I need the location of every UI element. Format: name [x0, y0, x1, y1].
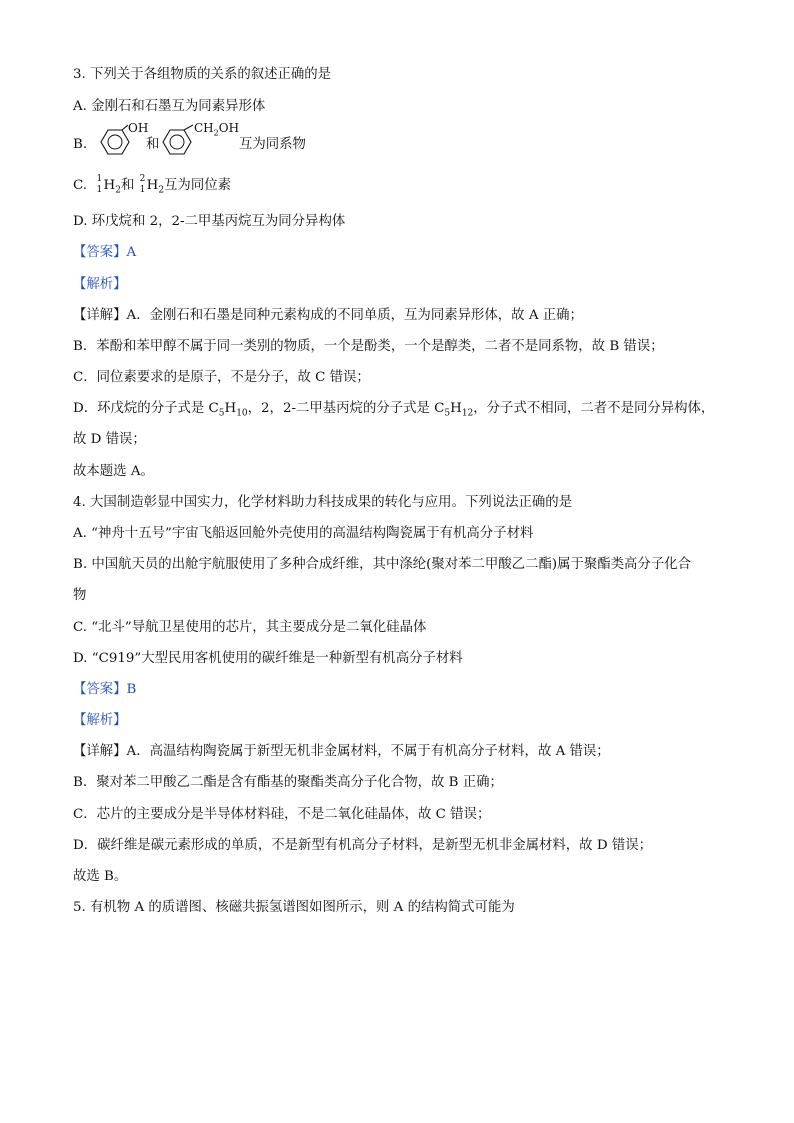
q4-analysis-heading: 【解析】: [73, 713, 127, 728]
q4-option-c: C. “北斗”导航卫星使用的芯片，其主要成分是二氧化硅晶体: [73, 620, 427, 635]
q4-answer: 【答案】B: [73, 682, 137, 697]
q4-detail-d: D．碳纤维是碳元素形成的单质，不是新型有机高分子材料，是新型无机非金属材料，故 D 错误；: [73, 838, 652, 853]
phenol-oh-label: OH: [128, 121, 149, 135]
q4-stem: 4. 大国制造彰显中国实力，化学材料助力科技成果的转化与应用。下列说法正确的是: [73, 495, 573, 510]
q3-conclusion: 故本题选 A。: [73, 464, 154, 479]
q3-detail-d-cont: 故 D 错误；: [73, 432, 146, 447]
q3-option-c: C. 1 1 $H_2$和 2 1 $H_2$互为同位素: [73, 174, 231, 196]
q3-answer: 【答案】A: [73, 245, 137, 260]
q3-detail-d: D．环戊烷的分子式是 $C_5H_{10}$，2，2-二甲基丙烷的分子式是 $C_5H_{12}$，分子式不相同，二者不是同分异构体，: [73, 401, 715, 419]
q5-stem: 5. 有机物 A 的质谱图、核磁共振氢谱图如图所示，则 A 的结构简式可能为: [73, 900, 515, 915]
q4-option-d: D. “C919”大型民用客机使用的碳纤维是一种新型有机高分子材料: [73, 651, 463, 666]
q4-detail-a: 【详解】A．高温结构陶瓷属于新型无机非金属材料，不属于有机高分子材料，故 A 错误；: [73, 744, 610, 759]
q4-detail-c: C．芯片的主要成分是半导体材料硅，不是二氧化硅晶体，故 C 错误；: [73, 807, 491, 822]
q4-option-a: A. “神舟十五号”宇宙飞船返回舱外壳使用的高温结构陶瓷属于有机高分子材料: [73, 526, 534, 541]
q3-detail-a: 【详解】A．金刚石和石墨是同种元素构成的不同单质，互为同素异形体，故 A 正确；: [73, 308, 583, 323]
q4-option-b-cont: 物: [73, 588, 87, 603]
q3-detail-c: C．同位素要求的是原子，不是分子，故 C 错误；: [73, 370, 370, 385]
q3-stem: 3. 下列关于各组物质的关系的叙述正确的是: [73, 67, 332, 82]
q3-option-a: A. 金刚石和石墨互为同素异形体: [73, 99, 266, 114]
benzyl-ch2oh-label: $CH_2OH$: [194, 121, 240, 138]
q3-detail-b: B．苯酚和苯甲醇不属于同一类别的物质，一个是酚类，一个是醇类，二者不是同系物，故 B 错误；: [73, 339, 664, 354]
q4-option-b: B. 中国航天员的出舱宇航服使用了多种合成纤维，其中涤纶(聚对苯二甲酸乙二酯)属于聚酯类高分子化合: [73, 557, 691, 572]
q3-option-b-and: 和: [146, 137, 160, 152]
q4-detail-b: B．聚对苯二甲酸乙二酯是含有酯基的聚酯类高分子化合物，故 B 正确；: [73, 775, 503, 790]
q3-analysis-heading: 【解析】: [73, 277, 127, 292]
q3-option-d: D. 环戊烷和 2，2-二甲基丙烷互为同分异构体: [73, 214, 346, 229]
q4-conclusion: 故选 B。: [73, 869, 128, 884]
q3-option-b-label: B.: [73, 137, 88, 152]
q3-option-b-suffix: 互为同系物: [239, 137, 306, 152]
